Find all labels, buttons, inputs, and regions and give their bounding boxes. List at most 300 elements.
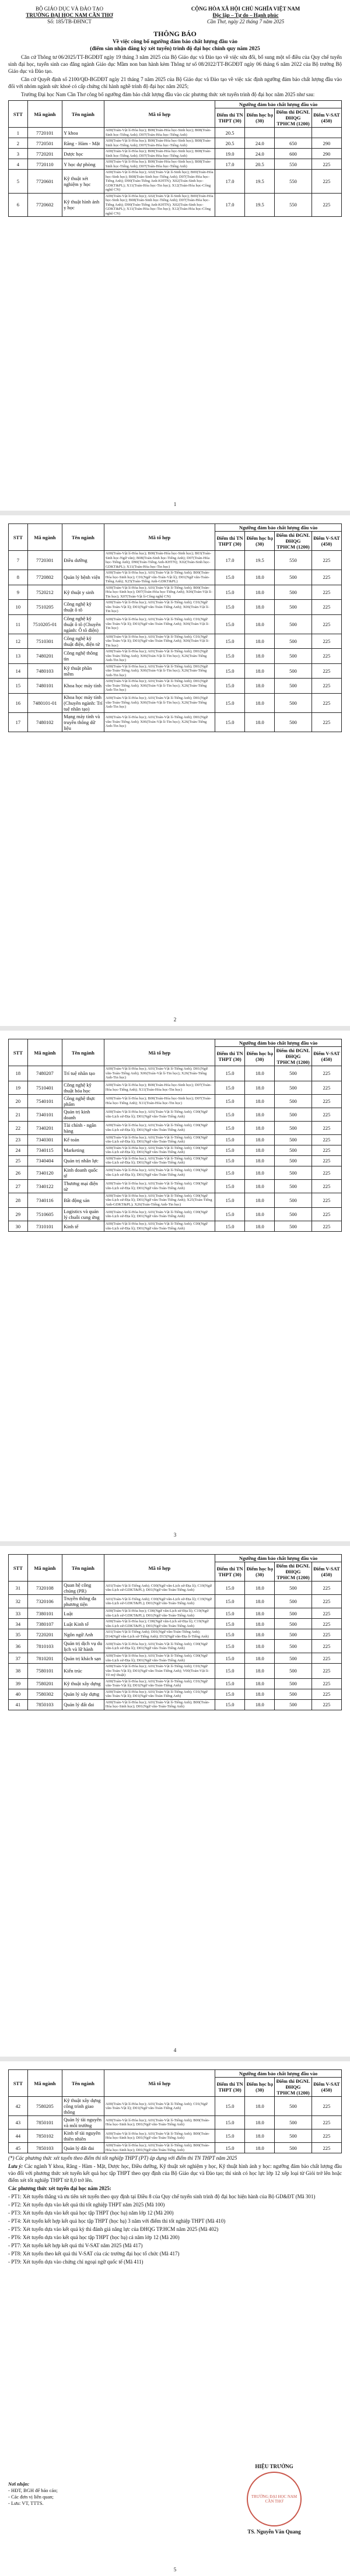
score-thpt: 15.0 [215,1208,245,1221]
row-number: 35 [9,1629,28,1640]
score-vsat: 225 [312,1678,341,1689]
score-thpt: 15.0 [215,1121,245,1134]
score-dgnl: 500 [275,1066,312,1081]
score-thpt: 15.0 [215,693,245,712]
column-header: STT [9,2070,28,2097]
subject-combinations: A00(Toán-Vật lí-Hóa học); A01(Toán-Vật lí-Tiếng Anh); D01(Ngữ văn-Toán-Tiếng Anh); X06(Toán-Vật lí-Tin học); X26(Toán-Tiếng Anh-Tin học) [104,693,215,712]
row-number: 36 [9,1640,28,1653]
table-row [9,600,342,615]
score-hocba: 18.0 [245,1155,275,1166]
score-hocba: 19.5 [245,170,275,194]
score-hocba: 18.0 [245,1066,275,1081]
score-vsat: 225 [312,1595,341,1608]
score-dgnl: 550 [275,159,312,170]
score-thpt: 15.0 [215,1221,245,1232]
score-dgnl: 500 [275,1166,312,1179]
score-dgnl [275,128,312,138]
score-dgnl: 500 [275,1595,312,1608]
document-page-1 [0,0,350,511]
row-number: 32 [9,1595,28,1608]
column-header: Điểm thi TN THPT (30) [215,1562,245,1582]
table-row [9,1678,342,1689]
table-row [9,138,342,149]
subject-combinations: A00(Toán-Vật lí-Hóa học); A01(Toán-Vật lí-Tiếng Anh); C00(Ngữ văn-Lịch sử-Địa lí); D01(Ngữ văn-Toán-Tiếng Anh) [104,1108,215,1121]
score-hocba: 18.0 [245,679,275,694]
subject-combinations: A00(Toán-Vật lí-Hóa học); B00(Toán-Hóa học-Sinh học); B03(Toán-Sinh học-Ngữ văn); B08(Toán-Sinh học-Tiếng Anh); D07(Toán-Hóa học-Tiếng Anh); D90(Toán-Tiếng Anh-KHTN); X02(Toán-Sinh học-GDKT&PL); X11(Toán-Hóa học-Tin học) [104,551,215,570]
table-row [9,1582,342,1595]
major-code: 7720201 [27,149,62,159]
score-dgnl: 500 [275,1582,312,1595]
method-item: - PT9: Xét tuyển dựa vào chứng chỉ ngoại ngữ quốc tế (Mã 411) [8,2259,144,2265]
doc-title: THÔNG BÁO [153,30,197,38]
score-hocba: 18.0 [245,663,275,679]
score-dgnl: 650 [275,138,312,149]
score-dgnl: 500 [275,679,312,694]
row-number: 23 [9,1134,28,1145]
major-code: 7220201 [27,1629,62,1640]
column-header: STT [9,524,28,551]
score-hocba: 18.0 [245,1678,275,1689]
row-number: 39 [9,1678,28,1689]
major-name: Kỹ thuật y sinh [62,585,104,600]
major-code: 7850101 [27,2116,62,2129]
row-number: 22 [9,1121,28,1134]
major-code: 7340404 [27,1155,62,1166]
score-thpt: 15.0 [215,2097,245,2116]
table-row [9,1145,342,1155]
row-number: 15 [9,679,28,694]
score-hocba: 18.0 [245,2097,275,2116]
subject-combinations: A00(Toán-Vật lí-Hóa học); A01(Toán-Vật lí-Tiếng Anh); C01(Ngữ văn-Toán-Vật lí); D01(Ngữ văn-Toán-Tiếng Anh); X06(Toán-Vật lí-Tin học) [104,600,215,615]
major-code: 7510205-01 [27,614,62,634]
row-number: 41 [9,1699,28,1710]
subject-combinations: A00(Toán-Vật lí-Hóa học); A01(Toán-Vật lí-Tiếng Anh); D01(Ngữ văn-Toán-Tiếng Anh); X06(Toán-Vật lí-Tin học); X26(Toán-Tiếng Anh-Tin học) [104,663,215,679]
row-number: 3 [9,149,28,159]
column-header: Điểm thi ĐGNL ĐHQG TPHCM (1200) [275,1047,312,1066]
subject-combinations: A00(Toán-Vật lí-Hóa học); C00(Ngữ văn-Lịch sử-Địa lí); C19(Ngữ văn-Lịch sử-GDKT&PL); D01(Ngữ văn-Toán-Tiếng Anh) [104,1608,215,1619]
table-row [9,1653,342,1664]
major-name: Công nghệ kỹ thuật ô tô [62,600,104,615]
subject-combinations: A00(Toán-Vật lí-Hóa học); A01(Toán-Vật lí-Tiếng Anh); C00(Ngữ văn-Lịch sử-Địa lí); D01(Ngữ văn-Toán-Tiếng Anh) [104,1155,215,1166]
signature-title: HIỆU TRƯỞNG [255,2463,293,2469]
major-name: Luật [62,1608,104,1619]
table-row [9,193,342,217]
row-number: 24 [9,1145,28,1155]
score-hocba: 18.0 [245,1208,275,1221]
table-row [9,1166,342,1179]
row-number: 20 [9,1094,28,1108]
subject-combinations: A00(Toán-Vật lí-Hóa học); A01(Toán-Vật lí-Tiếng Anh); C01(Ngữ văn-Toán-Vật lí); D01(Ngữ văn-Toán-Tiếng Anh) [104,1689,215,1699]
major-code: 7340201 [27,1121,62,1134]
major-code: 7580201 [27,1678,62,1689]
score-hocba: 18.0 [245,1145,275,1155]
major-name: Kỹ thuật xây dựng [62,1678,104,1689]
major-code: 7580101 [27,1664,62,1679]
subject-combinations: A00(Toán-Vật lí-Hóa học); A01(Toán-Vật lí-Tiếng Anh); B00(Toán-Hóa học-Sinh học); D01(Ngữ văn-Toán-Tiếng Anh) [104,1699,215,1710]
score-dgnl: 500 [275,614,312,634]
major-code: 7720601 [27,170,62,194]
column-group-header: Ngưỡng đảm bảo chất lượng đầu vào [215,1039,342,1047]
score-dgnl: 500 [275,1094,312,1108]
score-hocba: 20.5 [245,159,275,170]
column-header: Điểm học bạ (30) [245,532,275,551]
column-group-header: Ngưỡng đảm bảo chất lượng đầu vào [215,2070,342,2078]
score-vsat: 225 [312,663,341,679]
major-code: 7720301 [27,551,62,570]
score-dgnl: 500 [275,1608,312,1619]
score-vsat: 225 [312,1166,341,1179]
score-dgnl: 500 [275,1145,312,1155]
row-number: 13 [9,649,28,664]
score-thpt: 15.0 [215,679,245,694]
score-hocba: 24.0 [245,149,275,159]
column-header: Điểm V-SAT (450) [312,2078,341,2097]
column-header: Điểm thi TN THPT (30) [215,2078,245,2097]
column-header: Điểm thi ĐGNL ĐHQG TPHCM (1200) [275,108,312,128]
major-name: Luật Kinh tế [62,1619,104,1629]
threshold-table [8,1554,342,1710]
threshold-table [8,523,342,732]
column-header: Tên ngành [62,1039,104,1066]
row-number: 2 [9,138,28,149]
subject-combinations: A00(Toán-Vật lí-Hóa học); B00(Toán-Hóa học-Sinh học); B08(Toán-Sinh học-Tiếng Anh); D07(Toán-Hóa học-Tiếng Anh) [104,138,215,149]
score-dgnl: 500 [275,2116,312,2129]
major-code: 7540101 [27,1094,62,1108]
footnote: (*) Các phương thức xét tuyển theo điểm thi tốt nghiệp THPT (PT) áp dụng với điểm thi TN THPT năm 2025 [8,2155,237,2161]
column-header: Điểm học bạ (30) [245,1562,275,1582]
score-thpt: 15.0 [215,1619,245,1629]
major-name: Điều dưỡng [62,551,104,570]
row-number: 29 [9,1208,28,1221]
subject-combinations: A00(Toán-Vật lí-Hóa học); A01(Toán-Vật lí-Tiếng Anh); D01(Ngữ văn-Toán-Tiếng Anh); X06(Toán-Vật lí-Tin học); X26(Toán-Tiếng Anh-Tin học) [104,649,215,664]
score-hocba: 18.0 [245,1689,275,1699]
major-code: 7810103 [27,1640,62,1653]
table-row [9,1081,342,1094]
major-name: Kinh tế tài nguyên thiên nhiên [62,2129,104,2143]
column-header: Mã tổ hợp [104,1039,215,1066]
column-header: Tên ngành [62,1555,104,1582]
threshold-table [8,2069,342,2153]
row-number: 1 [9,128,28,138]
row-number: 4 [9,159,28,170]
major-code: 7850103 [27,2143,62,2153]
table-row [9,1208,342,1221]
score-vsat: 290 [312,138,341,149]
recipient: - Các đơn vị liên quan; [8,2494,54,2500]
column-header: Điểm học bạ (30) [245,2078,275,2097]
major-code: 7320108 [27,1582,62,1595]
major-code: 7340122 [27,1179,62,1193]
table-row [9,149,342,159]
table-row [9,614,342,634]
row-number: 25 [9,1155,28,1166]
paragraph: Căn cứ Thông tư 06/2025/TT-BGDĐT ngày 19 tháng 3 năm 2025 của Bộ Giáo dục và Đào tạo về việc sửa đổi, bổ sung một số điều của Quy chế tuyển sinh đại học, tuyển sinh cao đẳng ngành Giáo dục Mầm non ban hành kèm Thông tư số 08/2022/TT-BGDĐT ngày 06 tháng 6 năm 2022 của Bộ trưởng Bộ Giáo dục và Đào tạo. [8,54,342,74]
column-group-header: Ngưỡng đảm bảo chất lượng đầu vào [215,524,342,532]
score-thpt: 15.0 [215,1608,245,1619]
major-code: 7510401 [27,1081,62,1094]
paragraph: Trường Đại học Nam Cần Thơ công bố ngưỡng đảm bảo chất lượng đầu vào các phương thức xét tuyển trình độ đại học năm 2025 như sau: [21,92,315,97]
subject-combinations: A00(Toán-Vật lí-Hóa học); B00(Toán-Hóa học-Sinh học); B08(Toán-Sinh học-Tiếng Anh); D07(Toán-Hóa học-Tiếng Anh) [104,149,215,159]
score-thpt: 15.0 [215,1066,245,1081]
score-vsat: 225 [312,159,341,170]
score-hocba: 18.0 [245,1134,275,1145]
row-number: 7 [9,551,28,570]
score-hocba [245,128,275,138]
table-row [9,128,342,138]
column-header: Điểm học bạ (30) [245,1047,275,1066]
score-hocba: 18.0 [245,1699,275,1710]
major-code: 7320106 [27,1595,62,1608]
subject-combinations: A00(Toán-Vật lí-Hóa học); A01(Toán-Vật lí-Tiếng Anh); B00(Toán-Hóa học-Sinh học); D01(Ngữ văn-Toán-Tiếng Anh) [104,2116,215,2129]
score-thpt: 15.0 [215,570,245,585]
score-vsat: 225 [312,2129,341,2143]
score-vsat: 225 [312,1221,341,1232]
table-row [9,1121,342,1134]
note-label: Lưu ý: [8,2163,23,2169]
major-name: Khoa học máy tính [62,679,104,694]
official-stamp [247,2472,302,2526]
score-vsat: 225 [312,634,341,649]
score-hocba: 18.0 [245,634,275,649]
score-thpt: 15.0 [215,600,245,615]
score-hocba: 24.0 [245,138,275,149]
column-header: Mã ngành [27,1039,62,1066]
method-item: - PT8: Xét tuyển theo kết quả thi V-SAT của các trường đại học tổ chức (Mã 417) [8,2251,180,2257]
table-row [9,649,342,664]
row-number: 37 [9,1653,28,1664]
major-name: Dược học [62,149,104,159]
score-thpt: 15.0 [215,1145,245,1155]
score-dgnl: 500 [275,1208,312,1221]
score-vsat: 290 [312,149,341,159]
issue-date: Cần Thơ, ngày 22 tháng 7 năm 2025 [206,19,285,24]
score-thpt: 15.0 [215,1653,245,1664]
major-code: 7480101-01 [27,693,62,712]
subject-combinations: A00(Toán-Vật lí-Hóa học); A02(Toán-Vật lí-Sinh học); B00(Toán-Hóa học-Sinh học); B08(Toán-Sinh học-Tiếng Anh); D07(Toán-Hóa học-Tiếng Anh); D90(Toán-Tiếng Anh-KHTN); X02(Toán-Sinh học-GDKT&PL); X11(Toán-Hóa học-Tin học); X12(Toán-Hóa học-Công nghệ CN) [104,193,215,217]
table-row [9,570,342,585]
major-code: 7850102 [27,2129,62,2143]
row-number: 8 [9,570,28,585]
method-item: - PT4: Xét tuyển kết hợp kết quả học tập THPT (học bạ) 3 năm với điểm thi tốt nghiệp THPT (Mã 410) [8,2218,226,2224]
score-vsat: 225 [312,2116,341,2129]
major-code: 7480201 [27,649,62,664]
row-number: 44 [9,2129,28,2143]
doc-number: Số: 185/TB-ĐHNCT [47,19,92,24]
subject-combinations: A00(Toán-Vật lí-Hóa học); A01(Toán-Vật lí-Tiếng Anh); C01(Ngữ văn-Toán-Vật lí); D01(Ngữ văn-Toán-Tiếng Anh); X06(Toán-Vật lí-Tin học) [104,614,215,634]
university-name: TRƯỜNG ĐẠI HỌC NAM CẦN THƠ [26,12,113,18]
page-number: 1 [173,501,177,507]
major-code: 7380107 [27,1619,62,1629]
major-name: Y học dự phòng [62,159,104,170]
score-vsat: 225 [312,570,341,585]
major-name: Kinh doanh quốc tế [62,1166,104,1179]
score-vsat: 225 [312,1155,341,1166]
table-row [9,663,342,679]
column-group-header: Ngưỡng đảm bảo chất lượng đầu vào [215,1555,342,1562]
score-hocba: 18.0 [245,614,275,634]
doc-header [8,6,342,25]
major-name: Logistics và quản lý chuỗi cung ứng [62,1208,104,1221]
column-header: Điểm thi ĐGNL ĐHQG TPHCM (1200) [275,532,312,551]
subject-combinations: A01(Toán-Vật lí-Tiếng Anh); C00(Ngữ văn-Lịch sử-Địa lí); C19(Ngữ văn-Lịch sử-GDKT&PL); D01(Ngữ văn-Toán-Tiếng Anh) [104,1595,215,1608]
major-code: 7340116 [27,1193,62,1208]
column-header: Mã ngành [27,101,62,128]
major-code: 7510605 [27,1208,62,1221]
score-vsat: 225 [312,585,341,600]
score-vsat: 225 [312,1653,341,1664]
document-page-3 [0,1031,350,1541]
score-dgnl: 500 [275,1155,312,1166]
major-name: Quản lý đất đai [62,1699,104,1710]
score-thpt: 19.0 [215,149,245,159]
ministry-name: BỘ GIÁO DỤC VÀ ĐÀO TẠO [36,6,103,12]
row-number: 31 [9,1582,28,1595]
subject-combinations: A00(Toán-Vật lí-Hóa học); A01(Toán-Vật lí-Tiếng Anh); D01(Ngữ văn-Toán-Tiếng Anh); X06(Toán-Vật lí-Tin học); X26(Toán-Tiếng Anh-Tin học) [104,679,215,694]
score-dgnl: 500 [275,570,312,585]
subject-combinations: A00(Toán-Vật lí-Hóa học); A01(Toán-Vật lí-Tiếng Anh); C01(Ngữ văn-Toán-Vật lí); D01(Ngữ văn-Toán-Tiếng Anh) [104,1678,215,1689]
score-hocba: 18.0 [245,1221,275,1232]
subject-combinations: A00(Toán-Vật lí-Hóa học); B00(Toán-Hóa học-Sinh học); B08(Toán-Sinh học-Tiếng Anh); D07(Toán-Hóa học-Tiếng Anh) [104,159,215,170]
major-name: Răng - Hàm - Mặt [62,138,104,149]
score-vsat: 225 [312,1689,341,1699]
table-row [9,585,342,600]
row-number: 21 [9,1108,28,1121]
score-thpt: 15.0 [215,712,245,732]
major-name: Mạng máy tính và truyền thông dữ liệu [62,712,104,732]
score-hocba: 18.0 [245,1608,275,1619]
score-thpt: 15.0 [215,1640,245,1653]
score-vsat: 225 [312,1582,341,1595]
score-vsat: 225 [312,649,341,664]
subject-combinations: A00(Toán-Vật lí-Hóa học); C00(Ngữ văn-Lịch sử-Địa lí); C19(Ngữ văn-Lịch sử-GDKT&PL); D01(Ngữ văn-Toán-Tiếng Anh) [104,1619,215,1629]
table-row [9,1179,342,1193]
column-header: Điểm học bạ (30) [245,108,275,128]
subject-combinations: A00(Toán-Vật lí-Hóa học); A01(Toán-Vật lí-Tiếng Anh); C00(Ngữ văn-Lịch sử-Địa lí); D01(Ngữ văn-Toán-Tiếng Anh) [104,1208,215,1221]
page-number: 2 [173,1017,177,1022]
table-row [9,170,342,194]
score-dgnl: 500 [275,1689,312,1699]
subject-combinations: A00(Toán-Vật lí-Hóa học); A01(Toán-Vật lí-Tiếng Anh); C00(Ngữ văn-Lịch sử-Địa lí); D01(Ngữ văn-Toán-Tiếng Anh) [104,1640,215,1653]
score-thpt: 15.0 [215,1179,245,1193]
score-hocba: 18.0 [245,1629,275,1640]
table-row [9,1155,342,1166]
score-dgnl: 500 [275,2129,312,2143]
major-name: Công nghệ thông tin [62,649,104,664]
table-row [9,712,342,732]
major-code: 7510205 [27,600,62,615]
major-name: Kỹ thuật hình ảnh y học [62,193,104,217]
column-header: Mã tổ hợp [104,1555,215,1582]
score-dgnl: 500 [275,2097,312,2116]
major-code: 7480207 [27,1066,62,1081]
doc-subtitle-2: (điểm sàn nhận đăng ký xét tuyển) trình độ đại học chính quy năm 2025 [90,46,260,52]
score-dgnl: 500 [275,1619,312,1629]
major-name: Quản lý bệnh viện [62,570,104,585]
method-item: - PT1: Xét tuyển thẳng và ưu tiên xét tuyển theo quy định tại Điều 8 của Quy chế tuyển sinh trình độ đại học hiện hành của Bộ GD&ĐT (Mã 301) [8,2194,316,2199]
score-dgnl: 500 [275,649,312,664]
row-number: 30 [9,1221,28,1232]
major-code: 7340101 [27,1108,62,1121]
table-row [9,1629,342,1640]
column-header: Mã tổ hợp [104,2070,215,2097]
table-row [9,1664,342,1679]
score-dgnl: 500 [275,634,312,649]
major-code: 7480102 [27,712,62,732]
score-dgnl: 500 [275,1678,312,1689]
score-dgnl: 500 [275,1653,312,1664]
row-number: 11 [9,614,28,634]
column-header: Mã tổ hợp [104,101,215,128]
subject-combinations: A00(Toán-Vật lí-Hóa học); A01(Toán-Vật lí-Tiếng Anh); C01(Ngữ văn-Toán-Vật lí); D01(Ngữ văn-Toán-Tiếng Anh); X06(Toán-Vật lí-Tin học) [104,634,215,649]
score-hocba: 18.0 [245,1664,275,1679]
row-number: 40 [9,1689,28,1699]
score-dgnl: 500 [275,1629,312,1640]
table-row [9,693,342,712]
column-header: STT [9,1039,28,1066]
score-thpt: 17.0 [215,170,245,194]
column-header: Điểm thi TN THPT (30) [215,108,245,128]
table-row [9,2129,342,2143]
note [8,2163,342,2184]
row-number: 18 [9,1066,28,1081]
row-number: 10 [9,600,28,615]
score-hocba: 19.5 [245,193,275,217]
score-dgnl: 550 [275,551,312,570]
major-code: 7340120 [27,1166,62,1179]
subject-combinations: A00(Toán-Vật lí-Hóa học); A01(Toán-Vật lí-Tiếng Anh); C00(Ngữ văn-Lịch sử-Địa lí); D01(Ngữ văn-Toán-Tiếng Anh); X25(Toán-Tiếng Anh-GDKT&PL); X26(Toán-Tiếng Anh-Tin học) [104,1193,215,1208]
score-dgnl: 500 [275,1640,312,1653]
row-number: 34 [9,1619,28,1629]
major-name: Quản lý xây dựng [62,1689,104,1699]
document-page-5 [0,2061,350,2576]
major-name: Ngôn ngữ Anh [62,1629,104,1640]
score-hocba: 18.0 [245,1595,275,1608]
table-row [9,1094,342,1108]
threshold-table [8,1039,342,1232]
major-name: Trí tuệ nhân tạo [62,1066,104,1081]
major-name: Công nghệ kỹ thuật ô tô (Chuyên ngành: Ô tô điện) [62,614,104,634]
score-hocba: 18.0 [245,693,275,712]
score-dgnl: 600 [275,149,312,159]
score-hocba: 18.0 [245,1094,275,1108]
table-row [9,1640,342,1653]
major-name: Tài chính - ngân hàng [62,1121,104,1134]
column-header: Điểm V-SAT (450) [312,108,341,128]
row-number: 16 [9,693,28,712]
note-text: Các ngành Y khoa, Răng - Hàm - Mặt, Dược học, Điều dưỡng, Kỹ thuật xét nghiệm y học, Kỹ thuật hình ảnh y học: ngưỡng đảm bảo chất lượng đầu vào đối với phương thức xét tuyển kết quả học tập THPT theo quy định của Bộ Giáo dục và Đào tạo; thí sinh có học lực lớp 12 xếp loại từ Giỏi trở lên hoặc điểm xét tốt nghiệp THPT từ 8,0 trở lên. [8,2163,342,2183]
score-thpt: 15.0 [215,1678,245,1689]
major-name: Quan hệ công chúng (PR) [62,1582,104,1595]
major-code: 7480101 [27,679,62,694]
score-thpt: 20.5 [215,128,245,138]
major-name: Kỹ thuật phần mềm [62,663,104,679]
major-name: Kế toán [62,1134,104,1145]
major-code: 7850103 [27,1699,62,1710]
score-thpt: 15.0 [215,1595,245,1608]
score-dgnl: 500 [275,712,312,732]
major-code: 7720110 [27,159,62,170]
subject-combinations: A00(Toán-Vật lí-Hóa học); A01(Toán-Vật lí-Tiếng Anh); B00(Toán-Hóa học-Sinh học); D07(Toán-Hóa học-Tiếng Anh); X06(Toán-Vật lí-Tin học); X07(Toán-Vật lí-Công nghệ CN) [104,585,215,600]
score-thpt: 17.0 [215,159,245,170]
document-page-2 [0,515,350,1026]
score-dgnl: 500 [275,1081,312,1094]
score-dgnl: 500 [275,600,312,615]
score-thpt: 15.0 [215,1108,245,1121]
score-thpt: 15.0 [215,1155,245,1166]
paragraph: Căn cứ Quyết định số 2100/QĐ-BGDĐT ngày 21 tháng 7 năm 2025 của Bộ Giáo dục và Đào tạo về việc xác định ngưỡng đảm bảo chất lượng đầu vào đối với nhóm ngành sức khoẻ có cấp chứng chỉ hành nghề trình độ đại học năm 2025; [8,76,342,89]
major-code: 7510301 [27,634,62,649]
table-row [9,2097,342,2116]
